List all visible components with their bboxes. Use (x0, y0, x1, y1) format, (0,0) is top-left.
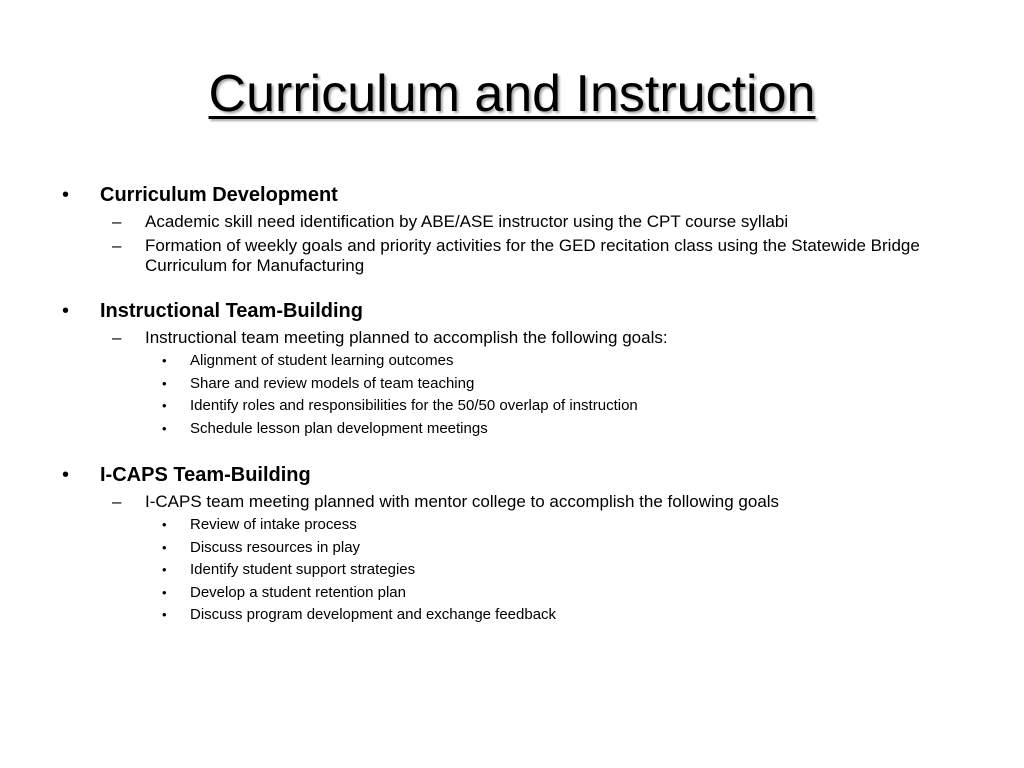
section-heading-text: I-CAPS Team-Building (100, 464, 311, 486)
section-instructional-team-building (62, 298, 962, 440)
sub-list (62, 514, 962, 627)
sub-list-item-text: Alignment of student learning outcomes (190, 352, 454, 369)
bullet-icon: • (62, 184, 70, 206)
section-curriculum-development (62, 182, 962, 276)
sub-list-item-text: Review of intake process (190, 516, 357, 533)
sub-list-item-text: Share and review models of team teaching (190, 374, 475, 392)
list-item-text: Instructional team meeting planned to accomplish the following goals: (145, 328, 668, 347)
sub-list-item (62, 418, 962, 441)
sub-list-item-text: Identify student support strategies (190, 561, 416, 578)
sub-list-item (62, 373, 962, 396)
section-heading-text: Curriculum Development (100, 184, 338, 206)
sub-list-item-text: Discuss program development and exchange feedback (190, 606, 557, 623)
bullet-icon: • (162, 607, 167, 622)
sub-list-item-text: Develop a student retention plan (190, 583, 406, 601)
list-item-text: Academic skill need identification by ABE/ASE instructor using the CPT course syllabi (145, 212, 789, 231)
bullet-icon: • (162, 584, 167, 600)
sub-list-item-text: Identify roles and responsibilities for the 50/50 overlap of instruction (190, 397, 638, 414)
dash-icon: – (112, 492, 122, 511)
slide-title: Curriculum and Instruction (208, 65, 816, 123)
bullet-icon: • (162, 398, 167, 413)
bullet-icon: • (62, 300, 70, 322)
list-item (62, 492, 962, 512)
bullet-icon: • (162, 517, 167, 532)
sub-list-item-text: Discuss resources in play (190, 538, 361, 556)
section-heading-text: Instructional Team-Building (100, 300, 363, 322)
section-icaps-team-building (62, 462, 962, 627)
list-item (62, 328, 962, 348)
dash-icon: – (112, 212, 122, 231)
sub-list-item (62, 559, 962, 582)
sub-list-item (62, 350, 962, 373)
dash-icon: – (112, 328, 122, 347)
section-heading (62, 182, 962, 208)
sub-list-item (62, 395, 962, 418)
dash-icon: – (112, 236, 122, 255)
list-item (62, 212, 962, 232)
bullet-icon: • (162, 375, 167, 391)
sub-list-item (62, 537, 962, 560)
section-heading (62, 298, 962, 324)
sub-list-item (62, 582, 962, 605)
sub-list-item (62, 514, 962, 537)
bullet-icon: • (162, 562, 167, 577)
bullet-icon: • (162, 539, 167, 555)
bullet-icon: • (62, 464, 70, 486)
sub-list-item-text: Schedule lesson plan development meetings (190, 419, 488, 437)
list-item-text: I-CAPS team meeting planned with mentor college to accomplish the following goals (145, 492, 780, 511)
slide-body (62, 182, 962, 649)
bullet-icon: • (162, 420, 167, 436)
sub-list-item (62, 604, 962, 627)
list-item-text: Formation of weekly goals and priority activities for the GED recitation class using the Statewide Bridge Curriculum for Manufacturing (145, 236, 920, 275)
bullet-icon: • (162, 353, 167, 368)
list-item (62, 236, 962, 276)
sub-list (62, 350, 962, 440)
section-heading (62, 462, 962, 488)
